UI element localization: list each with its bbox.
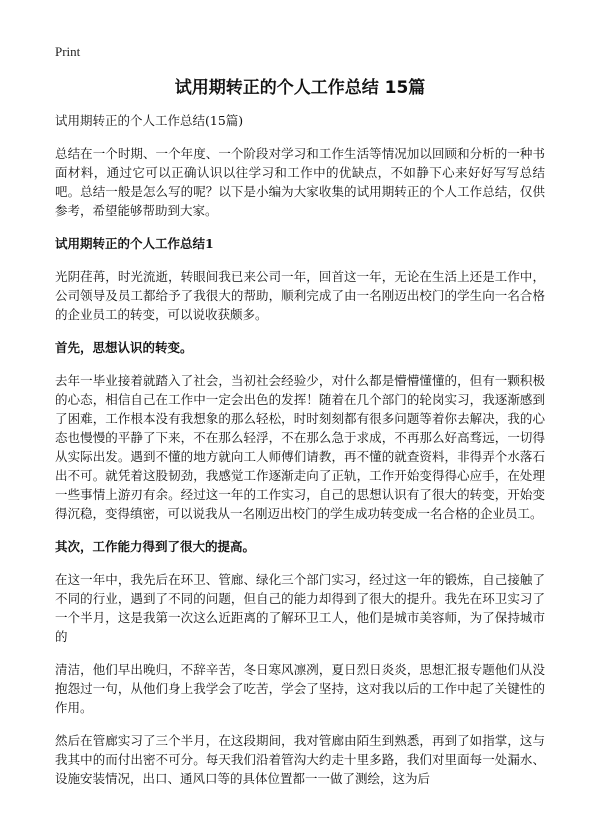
document-body — [55, 144, 545, 788]
intro-paragraph: 总结在一个时期、一个年度、一个阶段对学习和工作生活等情况加以回顾和分析的一种书面材料，通过它可以正确认识以往学习和工作中的优缺点，不如静下心来好好写写总结吧。总结一般是怎么写的呢？以下是小编为大家收集的试用期转正的个人工作总结，仅供参考，希望能够帮助到大家。 — [55, 146, 545, 218]
body-paragraph: 清洁，他们早出晚归，不辞辛苦，冬日寒风凛冽，夏日烈日炎炎，思想汇报专题他们从没抱怨过一句，从他们身上我学会了吃苦，学会了坚持，这对我以后的工作中起了关键性的作用。 — [55, 662, 545, 715]
section-heading-summary-1: 试用期转正的个人工作总结1 — [55, 236, 214, 251]
body-paragraph: 在这一年中，我先后在环卫、管廊、绿化三个部门实习，经过这一年的锻炼，自己接触了不同的行业，遇到了不同的问题，但自己的能力却得到了很大的提升。我先在环卫实习了一个半月，这是我第一次这么近距离的了解环卫工人，他们是城市美容师，为了保持城市的 — [55, 572, 545, 644]
section-heading-mindset: 首先，思想认识的转变。 — [55, 340, 193, 355]
section-heading-ability: 其次，工作能力得到了很大的提高。 — [55, 539, 256, 554]
document-title: 试用期转正的个人工作总结 15篇 — [174, 78, 426, 98]
body-paragraph: 然后在管廊实习了三个半月，在这段期间，我对管廊由陌生到熟悉，再到了如指掌，这与我其中的而付出密不可分。每天我们沿着管沟大约走十里多路，我们对里面每一处漏水、设施安装情况，出口、通风口等的具体位置都一一做了测绘，这为后 — [55, 733, 545, 786]
body-paragraph: 光阴荏苒，时光流逝，转眼间我已来公司一年，回首这一年，无论在生活上还是工作中，公司领导及员工都给予了我很大的帮助，顺利完成了由一名刚迈出校门的学生向一名合格的企业员工的转变，可以说收获颇多。 — [55, 269, 545, 322]
document-subtitle: 试用期转正的个人工作总结(15篇) — [55, 113, 244, 128]
body-paragraph: 去年一毕业接着就踏入了社会，当初社会经验少，对什么都是懵懵懂懂的，但有一颗积极的心态，相信自己在工作中一定会出色的发挥！随着在几个部门的轮岗实习，我逐渐感到了困难，工作根本没有我想象的那么轻松，时时刻刻都有很多问题等着你去解决，我的心态也慢慢的平静了下来，不在那么轻浮，不在那么急于求成，不再那么好高骛远，一切得从实际出发。遇到不懂的地方就向工人师傅们请教，再不懂的就查资料，非得弄个水落石出不可。就凭着这股韧劲，我感觉工作逐渐走向了正轨，工作开始变得得心应手，在处理一些事情上游刃有余。经过这一年的工作实习，自己的思想认识有了很大的转变，开始变得沉稳，变得缜密，可以说我从一名刚迈出校门的学生成功转变成一名合格的企业员工。 — [55, 373, 545, 521]
print-link[interactable]: Print — [55, 44, 81, 59]
